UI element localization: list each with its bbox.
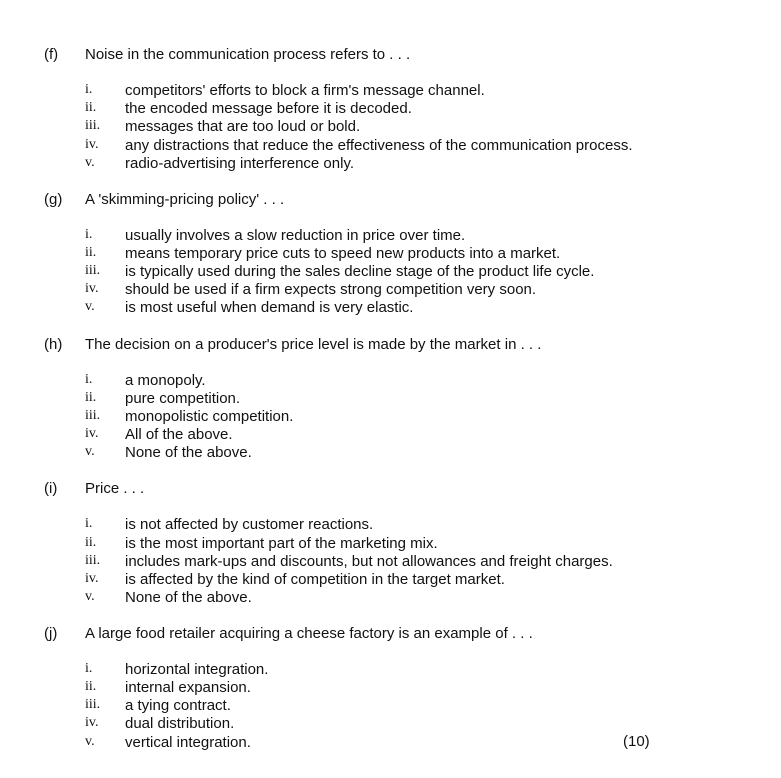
option-number: i.: [85, 516, 93, 531]
option-number: v.: [85, 444, 95, 459]
option-number: ii.: [85, 679, 97, 694]
option-number: v.: [85, 589, 95, 604]
option-text: is most useful when demand is very elastic.: [125, 299, 414, 316]
option-number: i.: [85, 227, 93, 242]
question-label: (i): [44, 480, 58, 497]
question-stem: The decision on a producer's price level is made by the market in . . .: [85, 336, 542, 353]
option-number: v.: [85, 734, 95, 749]
option-number: i.: [85, 82, 93, 97]
option-text: usually involves a slow reduction in price over time.: [125, 227, 466, 244]
option-text: competitors' efforts to block a firm's message channel.: [125, 82, 485, 99]
option-text: None of the above.: [125, 444, 252, 461]
option-number: ii.: [85, 535, 97, 550]
option-text: includes mark-ups and discounts, but not allowances and freight charges.: [125, 553, 613, 570]
option-text: is not affected by customer reactions.: [125, 516, 374, 533]
option-number: i.: [85, 661, 93, 676]
question-stem: Noise in the communication process refers to . . .: [85, 46, 411, 63]
option-number: ii.: [85, 100, 97, 115]
option-text: All of the above.: [125, 426, 233, 443]
option-text: any distractions that reduce the effectiveness of the communication process.: [125, 137, 633, 154]
option-number: iii.: [85, 263, 101, 278]
option-text: pure competition.: [125, 390, 241, 407]
option-text: internal expansion.: [125, 679, 251, 696]
question-label: (f): [44, 46, 59, 63]
option-number: i.: [85, 372, 93, 387]
question-label: (h): [44, 336, 63, 353]
marks-allocation: (10): [623, 733, 650, 750]
option-number: ii.: [85, 245, 97, 260]
option-number: v.: [85, 299, 95, 314]
option-text: a monopoly.: [125, 372, 206, 389]
option-number: iv.: [85, 137, 99, 152]
option-text: radio-advertising interference only.: [125, 155, 355, 172]
question-label: (g): [44, 191, 63, 208]
question-stem: A 'skimming-pricing policy' . . .: [85, 191, 285, 208]
option-number: v.: [85, 155, 95, 170]
option-text: a tying contract.: [125, 697, 231, 714]
question-stem: A large food retailer acquiring a cheese factory is an example of . . .: [85, 625, 533, 642]
option-text: should be used if a firm expects strong competition very soon.: [125, 281, 537, 298]
option-text: vertical integration.: [125, 734, 251, 751]
option-text: messages that are too loud or bold.: [125, 118, 361, 135]
option-number: iii.: [85, 553, 101, 568]
option-number: iv.: [85, 715, 99, 730]
question-label: (j): [44, 625, 58, 642]
option-number: iv.: [85, 571, 99, 586]
option-text: is typically used during the sales decline stage of the product life cycle.: [125, 263, 595, 280]
option-number: iv.: [85, 426, 99, 441]
option-text: is the most important part of the marketing mix.: [125, 535, 438, 552]
option-number: iii.: [85, 118, 101, 133]
option-number: ii.: [85, 390, 97, 405]
option-text: monopolistic competition.: [125, 408, 294, 425]
option-text: the encoded message before it is decoded.: [125, 100, 412, 117]
option-text: dual distribution.: [125, 715, 235, 732]
question-stem: Price . . .: [85, 480, 145, 497]
option-text: None of the above.: [125, 589, 252, 606]
option-text: means temporary price cuts to speed new products into a market.: [125, 245, 561, 262]
option-number: iii.: [85, 408, 101, 423]
option-text: is affected by the kind of competition in the target market.: [125, 571, 505, 588]
option-number: iii.: [85, 697, 101, 712]
option-number: iv.: [85, 281, 99, 296]
option-text: horizontal integration.: [125, 661, 269, 678]
